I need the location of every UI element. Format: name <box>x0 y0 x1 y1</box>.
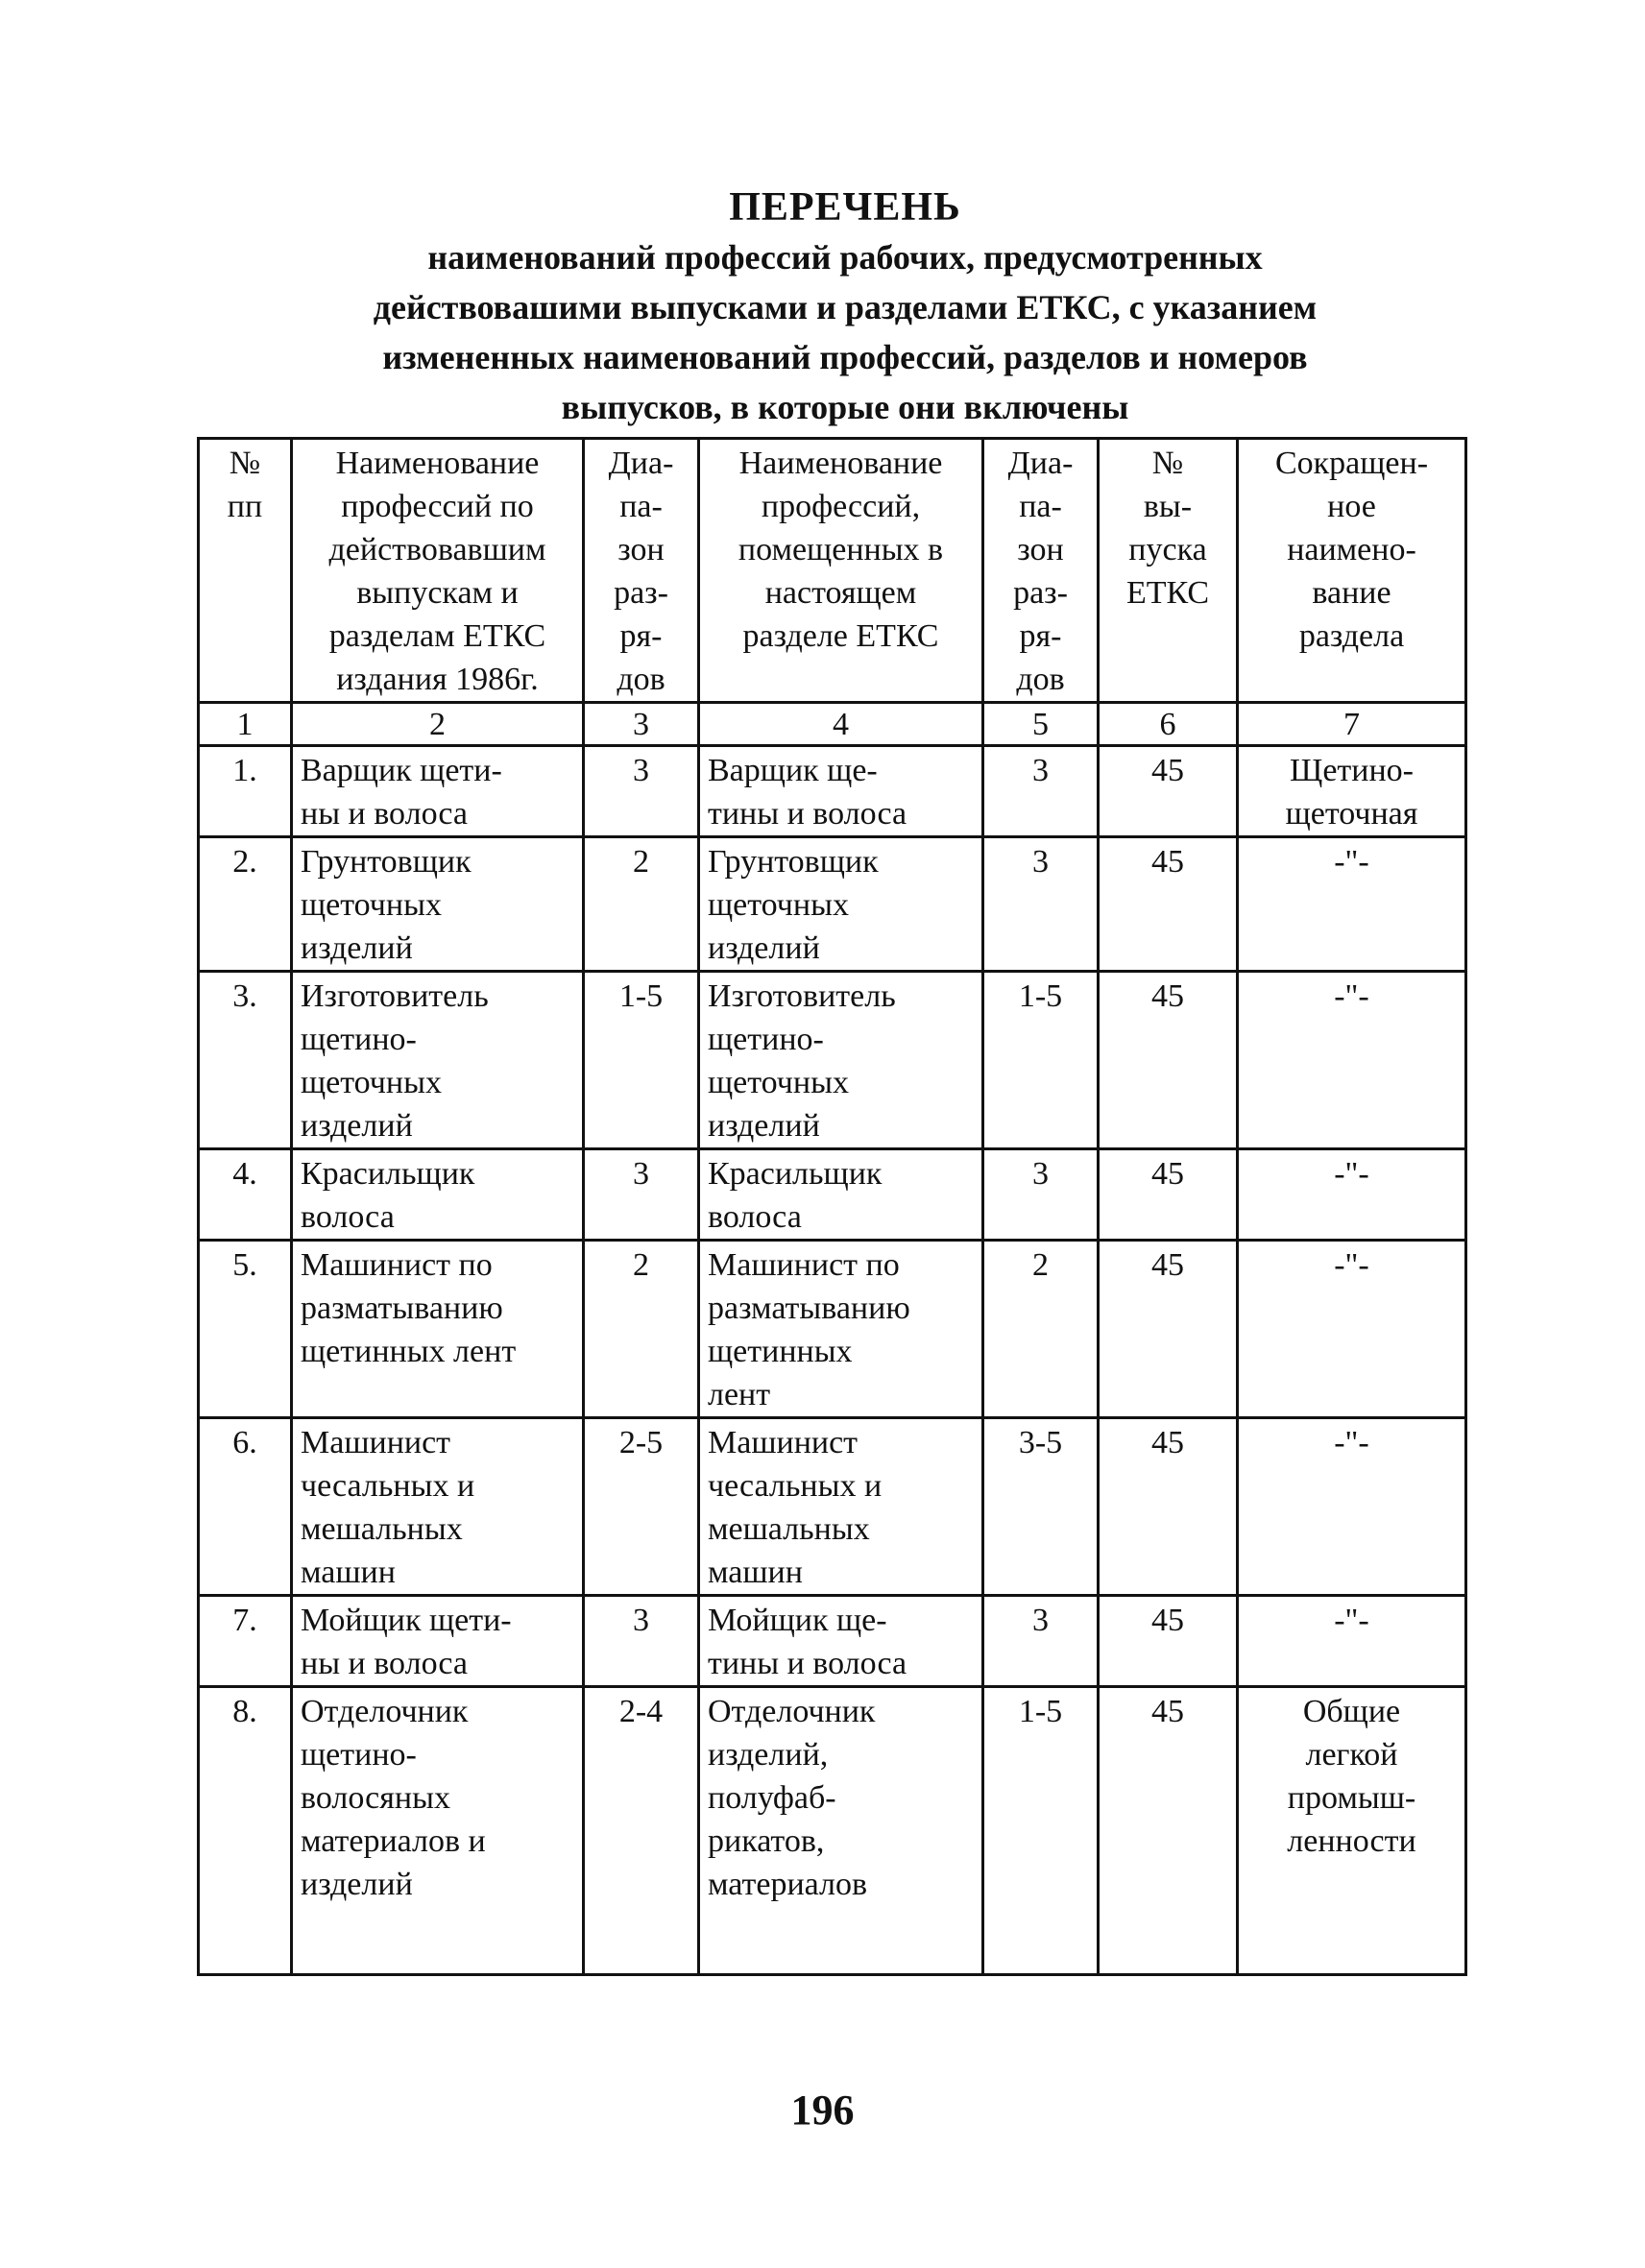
table-row <box>199 1149 1466 1241</box>
column-number: 3 <box>584 703 699 746</box>
column-number: 2 <box>292 703 584 746</box>
old-profession-name: Грунтовщик щеточных изделий <box>292 837 584 972</box>
row-number: 3. <box>199 972 292 1149</box>
old-grade-range: 3 <box>584 1596 699 1687</box>
column-number: 6 <box>1099 703 1238 746</box>
old-grade-range: 3 <box>584 1149 699 1241</box>
header-cell-new-name: Наименование профессий, помещенных в настоящем разделе ЕТКС <box>699 439 983 703</box>
new-grade-range: 3 <box>983 1149 1099 1241</box>
row-number: 2. <box>199 837 292 972</box>
new-profession-name: Красильщик волоса <box>699 1149 983 1241</box>
section-short-name: -"- <box>1238 1241 1466 1418</box>
old-profession-name: Варщик щети- ны и волоса <box>292 746 584 837</box>
title-line: выпусков, в которые они включены <box>561 388 1129 426</box>
old-grade-range: 3 <box>584 746 699 837</box>
column-number-row <box>199 703 1466 746</box>
row-number: 7. <box>199 1596 292 1687</box>
title-block <box>288 182 1402 432</box>
table-row <box>199 746 1466 837</box>
new-grade-range: 3 <box>983 1596 1099 1687</box>
section-short-name: -"- <box>1238 1418 1466 1596</box>
table-row <box>199 1418 1466 1596</box>
section-short-name: -"- <box>1238 972 1466 1149</box>
issue-number: 45 <box>1099 1149 1238 1241</box>
section-short-name: -"- <box>1238 837 1466 972</box>
new-grade-range: 3 <box>983 837 1099 972</box>
old-profession-name: Отделочник щетино- волосяных материалов и изделий <box>292 1687 584 1975</box>
old-grade-range: 2 <box>584 837 699 972</box>
issue-number: 45 <box>1099 972 1238 1149</box>
table-row <box>199 1596 1466 1687</box>
table-row <box>199 1687 1466 1975</box>
header-cell-issue: № вы- пуска ЕТКС <box>1099 439 1238 703</box>
header-cell-number: № пп <box>199 439 292 703</box>
column-number: 7 <box>1238 703 1466 746</box>
issue-number: 45 <box>1099 837 1238 972</box>
new-profession-name: Грунтовщик щеточных изделий <box>699 837 983 972</box>
issue-number: 45 <box>1099 746 1238 837</box>
old-grade-range: 1-5 <box>584 972 699 1149</box>
document-title: ПЕРЕЧЕНЬ <box>729 185 961 229</box>
title-line: наименований профессий рабочих, предусмотренных <box>427 238 1263 277</box>
column-number: 1 <box>199 703 292 746</box>
column-number: 4 <box>699 703 983 746</box>
table-row <box>199 1241 1466 1418</box>
table-header-row <box>199 439 1466 703</box>
section-short-name: -"- <box>1238 1149 1466 1241</box>
new-grade-range: 2 <box>983 1241 1099 1418</box>
table-row <box>199 837 1466 972</box>
new-grade-range: 3 <box>983 746 1099 837</box>
row-number: 4. <box>199 1149 292 1241</box>
page-number: 196 <box>790 2087 855 2134</box>
old-grade-range: 2-4 <box>584 1687 699 1975</box>
new-grade-range: 3-5 <box>983 1418 1099 1596</box>
row-number: 1. <box>199 746 292 837</box>
old-profession-name: Машинист чесальных и мешальных машин <box>292 1418 584 1596</box>
old-profession-name: Машинист по разматыванию щетинных лент <box>292 1241 584 1418</box>
old-grade-range: 2-5 <box>584 1418 699 1596</box>
header-cell-new-range: Диа- па- зон раз- ря- дов <box>983 439 1099 703</box>
new-profession-name: Отделочник изделий, полуфаб- рикатов, материалов <box>699 1687 983 1975</box>
row-number: 8. <box>199 1687 292 1975</box>
section-short-name: -"- <box>1238 1596 1466 1687</box>
issue-number: 45 <box>1099 1418 1238 1596</box>
section-short-name: Щетино- щеточная <box>1238 746 1466 837</box>
professions-table <box>197 437 1467 1976</box>
issue-number: 45 <box>1099 1596 1238 1687</box>
old-grade-range: 2 <box>584 1241 699 1418</box>
new-grade-range: 1-5 <box>983 1687 1099 1975</box>
new-profession-name: Машинист чесальных и мешальных машин <box>699 1418 983 1596</box>
table-row <box>199 972 1466 1149</box>
issue-number: 45 <box>1099 1687 1238 1975</box>
new-profession-name: Варщик ще- тины и волоса <box>699 746 983 837</box>
title-line: измененных наименований профессий, разделов и номеров <box>382 338 1308 376</box>
new-profession-name: Мойщик ще- тины и волоса <box>699 1596 983 1687</box>
row-number: 5. <box>199 1241 292 1418</box>
new-profession-name: Машинист по разматыванию щетинных лент <box>699 1241 983 1418</box>
header-cell-old-name: Наименование профессий по действовавшим выпускам и разделам ЕТКС издания 1986г. <box>292 439 584 703</box>
column-number: 5 <box>983 703 1099 746</box>
new-profession-name: Изготовитель щетино- щеточных изделий <box>699 972 983 1149</box>
old-profession-name: Изготовитель щетино- щеточных изделий <box>292 972 584 1149</box>
header-cell-old-range: Диа- па- зон раз- ря- дов <box>584 439 699 703</box>
title-line: действовашими выпусками и разделами ЕТКС, с указанием <box>373 288 1318 326</box>
header-cell-section: Сокращен- ное наимено- вание раздела <box>1238 439 1466 703</box>
row-number: 6. <box>199 1418 292 1596</box>
old-profession-name: Красильщик волоса <box>292 1149 584 1241</box>
new-grade-range: 1-5 <box>983 972 1099 1149</box>
section-short-name: Общие легкой промыш- ленности <box>1238 1687 1466 1975</box>
old-profession-name: Мойщик щети- ны и волоса <box>292 1596 584 1687</box>
issue-number: 45 <box>1099 1241 1238 1418</box>
